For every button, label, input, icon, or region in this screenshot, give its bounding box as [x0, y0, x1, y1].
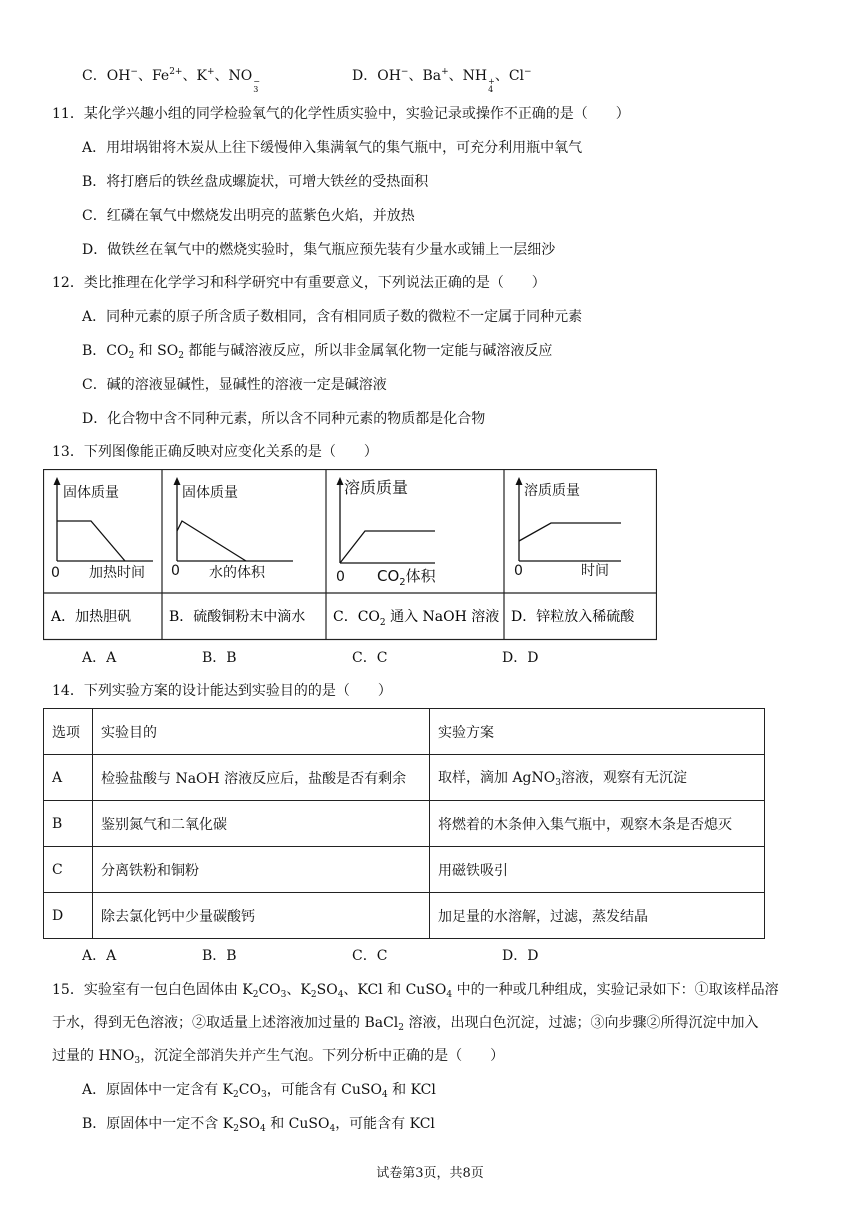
graph-c-caption: C．$CO_2$ 通入 NaOH 溶液	[333, 609, 500, 628]
q11-option-b: B．将打磨后的铁丝盘成螺旋状，可增大铁丝的受热面积	[82, 174, 429, 190]
q14-answer-d: D．D	[502, 948, 539, 964]
row-b-goal: 鉴别氮气和二氧化碳	[93, 801, 430, 847]
graph-c-ylabel: 溶质质量	[344, 478, 409, 497]
q14-table	[43, 708, 765, 939]
row-c-option: C	[44, 847, 93, 893]
row-d-option: D	[44, 893, 93, 939]
graph-c-xlabel: $CO_2$体积	[377, 567, 436, 588]
row-d-goal: 除去氯化钙中少量碳酸钙	[93, 893, 430, 939]
q10-option-c: C．OH−、$Fe^{2+}$、K+、NO − 3	[82, 67, 260, 94]
q10-option-d: D．OH−、Ba+、NH + 4 、Cl−	[352, 67, 532, 94]
q14-stem: 14．下列实验方案的设计能达到实验目的的是（ ）	[52, 683, 392, 699]
q14-answer-b: B．B	[202, 948, 237, 964]
row-b-option: B	[44, 801, 93, 847]
graph-d-origin: 0	[514, 563, 523, 579]
graph-c-origin: 0	[336, 569, 345, 585]
page-footer: 试卷第3页，共8页	[376, 1166, 484, 1181]
q11-stem: 11．某化学兴趣小组的同学检验氧气的化学性质实验中，实验记录或操作不正确的是（ ）	[52, 106, 630, 122]
table-header-row	[44, 709, 765, 755]
q13-answer-a: A．A	[82, 650, 117, 666]
row-a-option: A	[44, 755, 93, 801]
graph-b-ylabel: 固体质量	[182, 485, 238, 501]
q13-answer-c: C．C	[352, 650, 388, 666]
graph-a-origin: 0	[51, 565, 60, 581]
q15-stem-line-2: 于水，得到无色溶液；②取适量上述溶液加过量的 BaCl$_2$ 溶液，出现白色沉淀，过滤；③向步骤②所得沉淀中加入	[52, 1015, 759, 1033]
row-c-goal: 分离铁粉和铜粉	[93, 847, 430, 893]
header-plan: 实验方案	[430, 709, 765, 755]
row-b-plan: 将燃着的木条伸入集气瓶中，观察木条是否熄灭	[430, 801, 765, 847]
graph-d-xlabel: 时间	[581, 563, 609, 579]
graph-a	[51, 477, 153, 581]
row-c-plan: 用磁铁吸引	[430, 847, 765, 893]
q13-stem: 13．下列图像能正确反映对应变化关系的是（ ）	[52, 444, 378, 460]
q15-stem-line-3: 过量的 $HNO_3$，沉淀全部消失并产生气泡。下列分析中正确的是（ ）	[52, 1048, 505, 1066]
row-a-goal: 检验盐酸与 NaOH 溶液反应后，盐酸是否有剩余	[93, 755, 430, 801]
q13-graph-table	[43, 469, 657, 641]
q12-stem: 12．类比推理在化学学习和科学研究中有重要意义，下列说法正确的是（ ）	[52, 275, 546, 291]
graph-a-ylabel: 固体质量	[63, 485, 119, 501]
q12-option-c: C．碱的溶液显碱性，显碱性的溶液一定是碱溶液	[82, 377, 387, 393]
table-row	[44, 755, 765, 801]
graph-b-origin: 0	[171, 563, 180, 579]
table-row	[44, 801, 765, 847]
graph-a-caption: A．加热胆矾	[51, 609, 132, 625]
table-row	[44, 893, 765, 939]
q14-answer-c: C．C	[352, 948, 388, 964]
q12-option-b: B．$CO_2$ 和 $SO_2$ 都能与碱溶液反应，所以非金属氧化物一定能与碱溶液反应	[82, 343, 553, 361]
q15-stem-line-1: 15．实验室有一包白色固体由 $K_2CO_3$、$K_2SO_4$、KCl 和 CuSO$_4$ 中的一种或几种组成，实验记录如下：①取该样品溶	[52, 982, 779, 1000]
graph-a-xlabel: 加热时间	[89, 565, 145, 581]
q13-answer-b: B．B	[202, 650, 237, 666]
q13-answer-d: D．D	[502, 650, 539, 666]
q12-option-a: A．同种元素的原子所含质子数相同，含有相同质子数的微粒不一定属于同种元素	[82, 309, 583, 325]
q15-option-b: B．原固体中一定不含 $K_2SO_4$ 和 CuSO$_4$，可能含有 KCl	[82, 1116, 435, 1134]
graph-d-ylabel: 溶质质量	[524, 483, 580, 499]
graph-d	[514, 477, 621, 579]
graph-c	[336, 477, 437, 588]
q12-option-d: D．化合物中含不同种元素，所以含不同种元素的物质都是化合物	[82, 411, 486, 427]
row-a-plan: 取样，滴加 AgNO$_3$溶液，观察有无沉淀	[430, 755, 765, 801]
header-option: 选项	[44, 709, 93, 755]
q11-option-d: D．做铁丝在氧气中的燃烧实验时，集气瓶应预先装有少量水或铺上一层细沙	[82, 242, 556, 258]
graph-d-caption: D．锌粒放入稀硫酸	[511, 609, 635, 625]
graph-b-xlabel: 水的体积	[209, 565, 265, 581]
q15-option-a: A．原固体中一定含有 $K_2CO_3$，可能含有 CuSO$_4$ 和 KCl	[82, 1082, 436, 1100]
graph-b	[171, 477, 293, 581]
q14-answer-a: A．A	[82, 948, 117, 964]
row-d-plan: 加足量的水溶解，过滤，蒸发结晶	[430, 893, 765, 939]
graph-b-caption: B．硫酸铜粉末中滴水	[169, 609, 306, 625]
table-row	[44, 847, 765, 893]
q11-option-c: C．红磷在氧气中燃烧发出明亮的蓝紫色火焰，并放热	[82, 208, 415, 224]
q11-option-a: A．用坩埚钳将木炭从上往下缓慢伸入集满氧气的集气瓶中，可充分利用瓶中氧气	[82, 140, 583, 156]
header-goal: 实验目的	[93, 709, 430, 755]
